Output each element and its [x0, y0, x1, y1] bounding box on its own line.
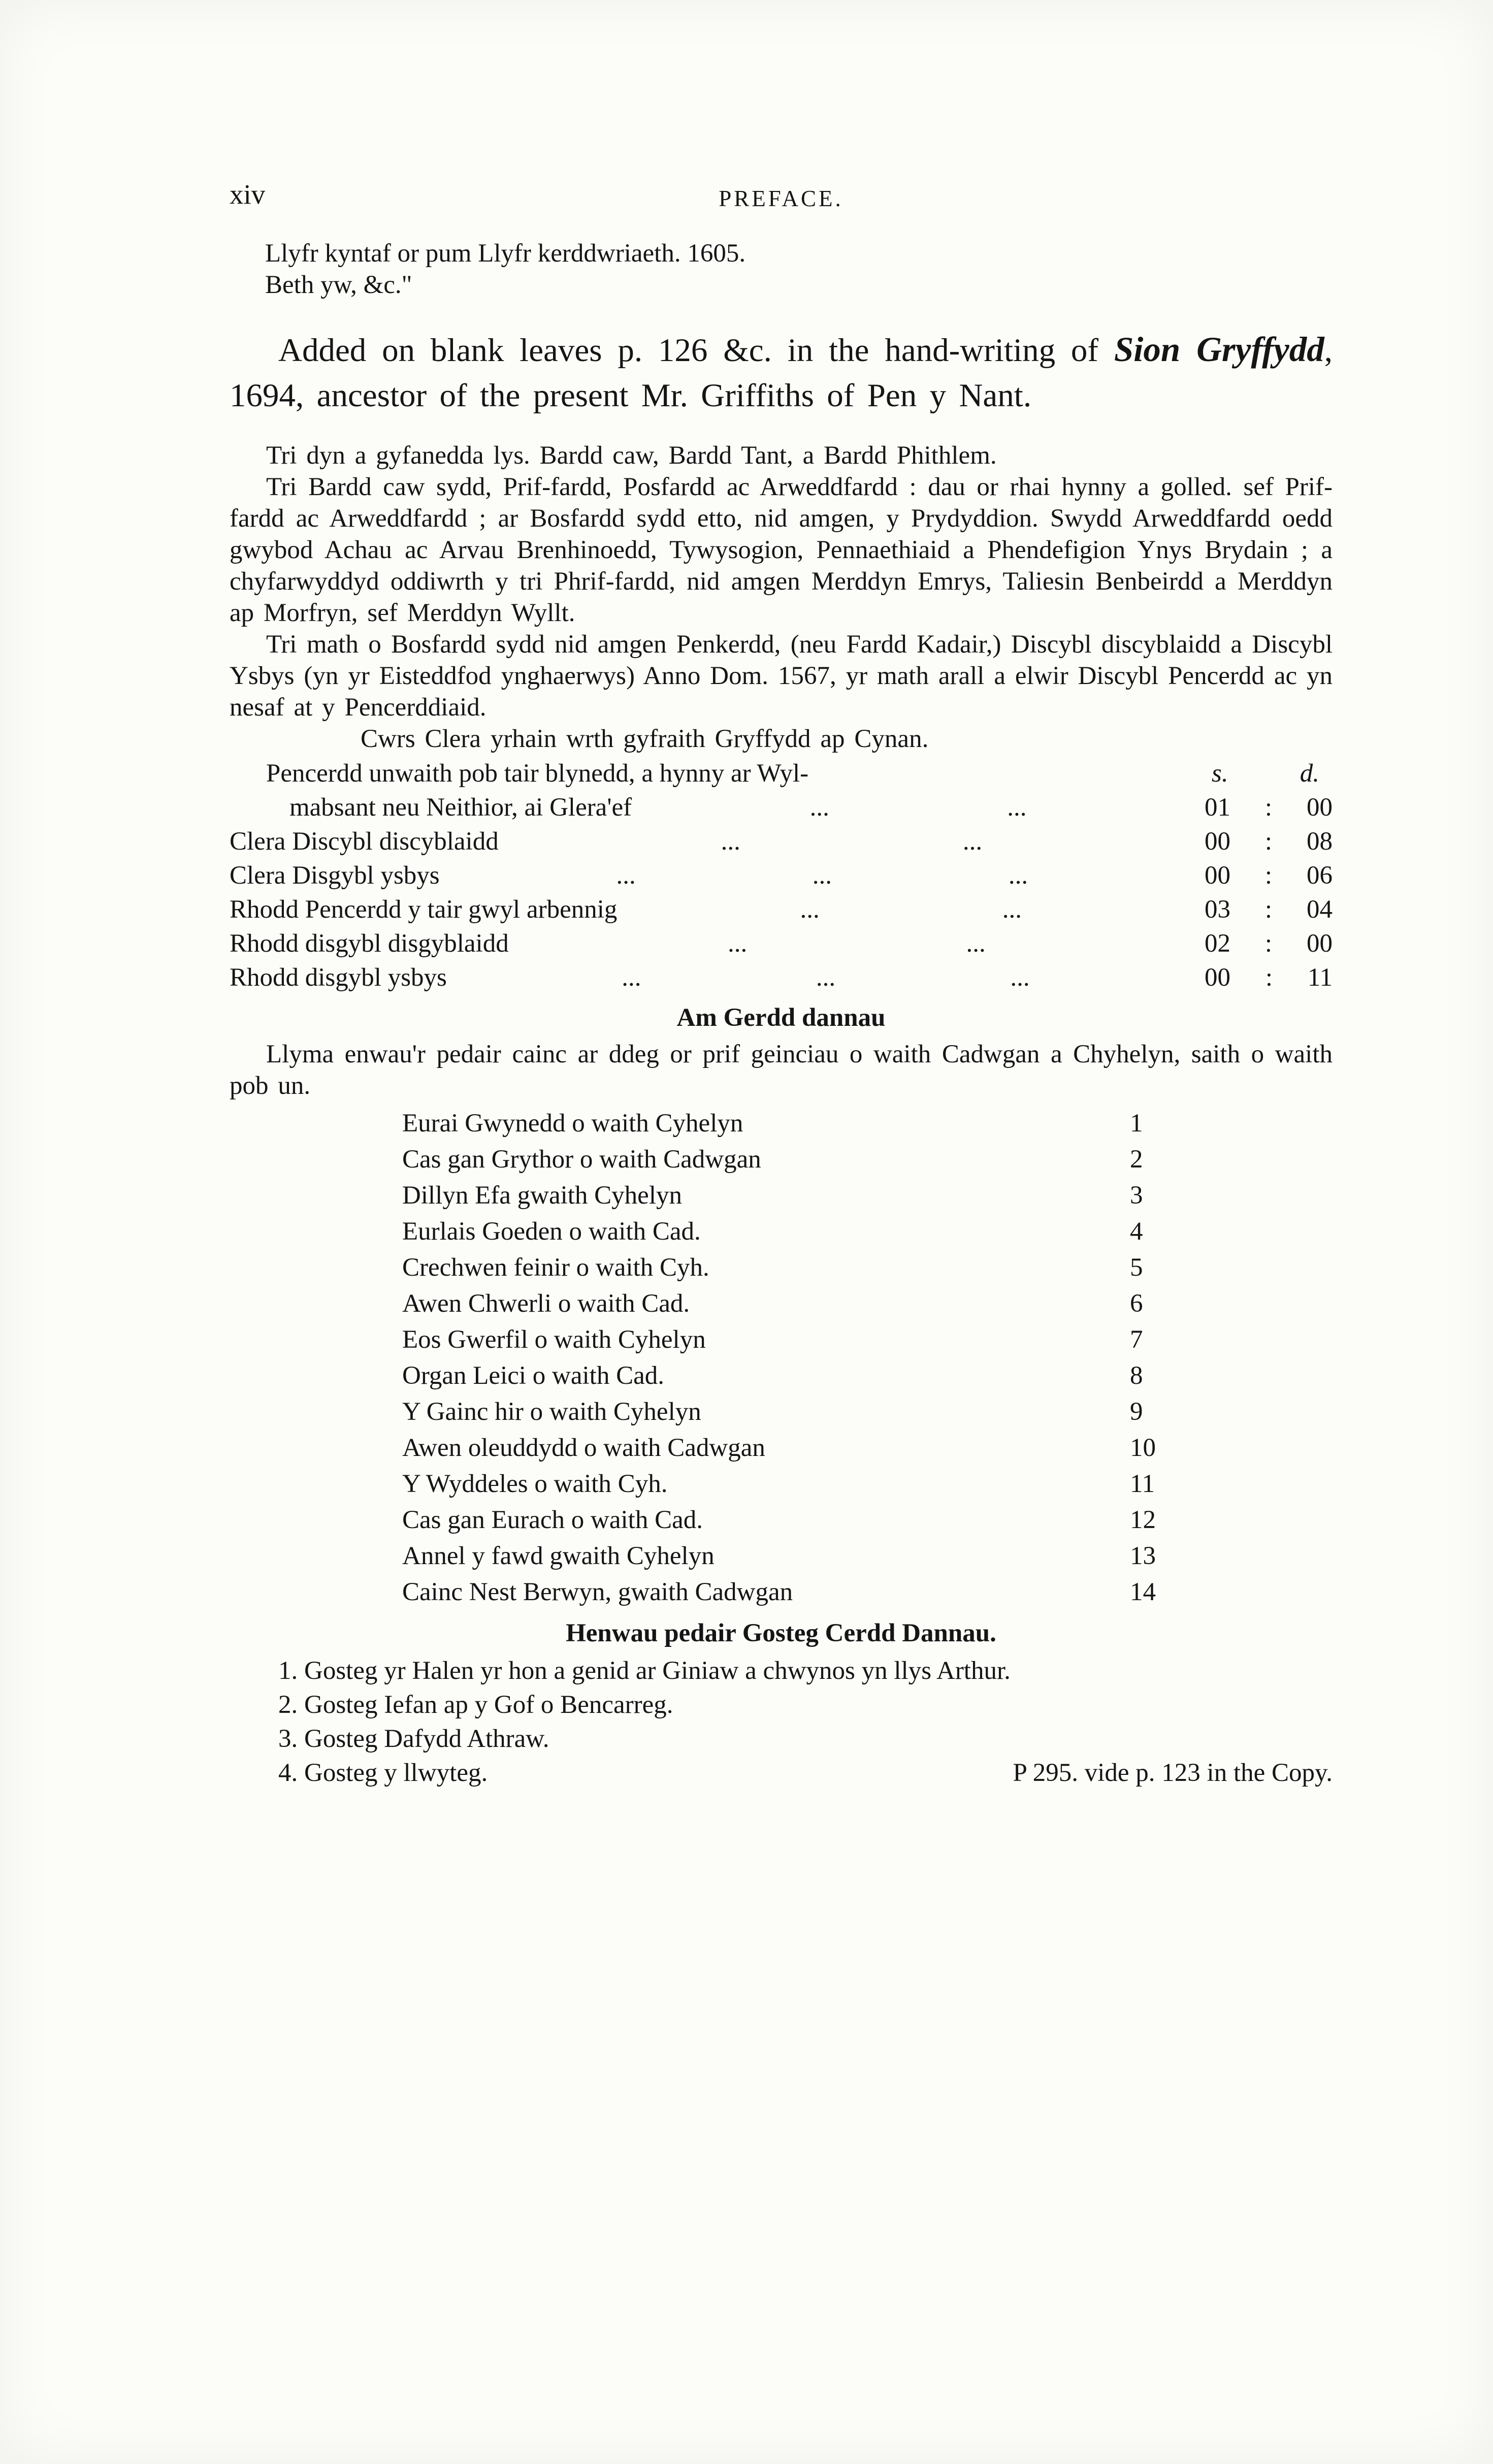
- leader-dots: ...: [962, 827, 983, 856]
- col-header-s: s.: [1212, 759, 1228, 788]
- quote-line-2: Beth yw, &c.": [265, 271, 412, 299]
- cainc-number: 13: [1130, 1542, 1156, 1570]
- cainc-name: Cas gan Grythor o waith Cadwgan: [402, 1145, 761, 1174]
- fee-colon: :: [1264, 895, 1273, 924]
- cainc-item-6: [402, 1286, 1166, 1322]
- quote-block: [265, 238, 1333, 301]
- fee-s-value: 00: [1205, 827, 1230, 856]
- cainc-name: Y Gainc hir o waith Cyhelyn: [402, 1398, 701, 1426]
- fee-header-label: Pencerdd unwaith pob tair blynedd, a hynny ar Wyl-: [266, 759, 809, 788]
- leader-dots: ...: [800, 895, 820, 924]
- fee-row-label: Rhodd disgybl disgyblaidd: [230, 929, 509, 958]
- fee-d-value: 00: [1306, 929, 1333, 958]
- fee-leader-dots: [617, 893, 1205, 927]
- fee-row-4: [230, 893, 1333, 927]
- leader-dots: ...: [812, 861, 832, 890]
- fee-s-value: 01: [1205, 793, 1230, 822]
- paragraph-tri-dyn: Tri dyn a gyfanedda lys. Bardd caw, Bardd Tant, a Bardd Phithlem.: [266, 441, 997, 470]
- cainc-number: 10: [1130, 1434, 1156, 1462]
- fee-column-headers: [1205, 757, 1333, 791]
- fee-s-value: 00: [1205, 861, 1230, 890]
- cainc-item-11: [402, 1466, 1166, 1502]
- leader-dots: ...: [1007, 793, 1027, 822]
- gosteg-item-1: [230, 1654, 1333, 1688]
- leader-dots: ...: [616, 861, 636, 890]
- quote-line-1: Llyfr kyntaf or pum Llyfr kerddwriaeth. 1605.: [265, 239, 746, 268]
- cainc-name: Cainc Nest Berwyn, gwaith Cadwgan: [402, 1578, 793, 1606]
- cainc-name: Eos Gwerfil o waith Cyhelyn: [402, 1325, 706, 1354]
- fee-row-label: mabsant neu Neithior, ai Glera'ef: [289, 793, 632, 822]
- fee-d-value: 00: [1306, 793, 1333, 822]
- cainc-item-3: [402, 1178, 1166, 1214]
- leader-dots: ...: [721, 827, 740, 856]
- cainc-number: 11: [1130, 1470, 1155, 1498]
- cainc-number: 9: [1130, 1398, 1143, 1426]
- fee-table-header-row: [230, 757, 1333, 791]
- leader-dots: ...: [622, 963, 641, 992]
- fee-s-value: 00: [1205, 963, 1230, 992]
- page-number: xiv: [230, 179, 266, 210]
- gosteg-number: 3.: [278, 1725, 298, 1753]
- fee-row-label: Rhodd Pencerdd y tair gwyl arbennig: [230, 895, 618, 924]
- fee-leader-dots: [447, 961, 1205, 995]
- cainc-item-8: [402, 1358, 1166, 1394]
- section-heading-henwau: Henwau pedair Gosteg Cerdd Dannau.: [566, 1619, 996, 1647]
- fee-amount: [1205, 825, 1333, 859]
- gerdd-intro-paragraph: Llyma enwau'r pedair cainc ar ddeg or prif geinciau o waith Cadwgan a Chyhelyn, saith o waith pob un.: [230, 1040, 1333, 1100]
- fee-row-5: [230, 927, 1333, 961]
- fee-row-2: [230, 825, 1333, 859]
- added-note-before: Added on blank leaves p. 126 &c. in the hand-writing of: [278, 332, 1114, 369]
- cainc-item-2: [402, 1142, 1166, 1178]
- fee-amount: [1205, 927, 1333, 961]
- fee-row-1: [230, 791, 1333, 825]
- cainc-name: Organ Leici o waith Cad.: [402, 1361, 665, 1390]
- leader-dots: ...: [1010, 963, 1030, 992]
- cainc-item-4: [402, 1214, 1166, 1250]
- cainc-number: 7: [1130, 1325, 1143, 1354]
- fee-row-label: Clera Discybl discyblaidd: [230, 827, 499, 856]
- cainc-name: Crechwen feinir o waith Cyh.: [402, 1253, 709, 1282]
- cainc-item-5: [402, 1250, 1166, 1286]
- leader-dots: ...: [809, 793, 829, 822]
- leader-dots: ...: [727, 929, 748, 958]
- page-title: PREFACE.: [719, 186, 843, 211]
- gosteg-item-4: [230, 1756, 1333, 1790]
- gosteg-item-2: [230, 1688, 1333, 1722]
- footer-reference-note: P 295. vide p. 123 in the Copy.: [1013, 1759, 1333, 1787]
- fee-amount: [1205, 893, 1333, 927]
- fee-leader-dots: [499, 825, 1205, 859]
- fee-leader-dots: [440, 859, 1205, 893]
- cainc-number: 4: [1130, 1217, 1143, 1246]
- running-head: [230, 179, 1333, 215]
- cainc-item-1: [402, 1106, 1166, 1142]
- cainc-name: Cas gan Eurach o waith Cad.: [402, 1506, 703, 1534]
- cainc-number: 12: [1130, 1506, 1156, 1534]
- cainc-name: Annel y fawd gwaith Cyhelyn: [402, 1542, 715, 1570]
- gosteg-text: Gosteg Iefan ap y Gof o Bencarreg.: [304, 1691, 673, 1719]
- fee-amount: [1205, 859, 1333, 893]
- gosteg-text: Gosteg Dafydd Athraw.: [304, 1725, 549, 1753]
- cainc-number: 3: [1130, 1181, 1143, 1210]
- fee-amount: [1205, 961, 1333, 995]
- gosteg-item-3: [230, 1722, 1333, 1756]
- fee-row-label: Clera Disgybl ysbys: [230, 861, 440, 890]
- cainc-number: 14: [1130, 1578, 1156, 1606]
- leader-dots: ...: [1002, 895, 1022, 924]
- fee-colon: :: [1264, 929, 1273, 958]
- cainc-number: 1: [1130, 1109, 1143, 1138]
- col-header-d: d.: [1300, 759, 1319, 788]
- fee-colon: :: [1264, 827, 1273, 856]
- cainc-number: 2: [1130, 1145, 1143, 1174]
- fee-d-value: 08: [1306, 827, 1333, 856]
- cainc-number: 8: [1130, 1361, 1143, 1390]
- paragraph-tri-math: Tri math o Bosfardd sydd nid amgen Penkerdd, (neu Fardd Kadair,) Discybl discyblaidd a Discybl Ysbys (yn yr Eisteddfod ynghaerwys) Anno Dom. 1567, yr math arall a elwir Discybl Pencerdd ac yn nesaf at y Pencerddiaid.: [230, 630, 1333, 722]
- gosteg-text: Gosteg y llwyteg.: [304, 1759, 488, 1787]
- cainc-name: Eurlais Goeden o waith Cad.: [402, 1217, 701, 1246]
- cainc-item-9: [402, 1394, 1166, 1430]
- leader-dots: ...: [1008, 861, 1028, 890]
- leader-dots: ...: [816, 963, 836, 992]
- gosteg-text: Gosteg yr Halen yr hon a genid ar Giniaw a chwynos yn llys Arthur.: [304, 1657, 1011, 1685]
- fee-row-6: [230, 961, 1333, 995]
- fee-d-value: 11: [1307, 963, 1333, 992]
- page-content: [230, 179, 1333, 1790]
- cainc-item-10: [402, 1430, 1166, 1466]
- cainc-item-7: [402, 1322, 1166, 1358]
- paragraph-tri-bardd: Tri Bardd caw sydd, Prif-fardd, Posfardd ac Arweddfardd : dau or rhai hynny a golled. sef Prif-fardd ac Arweddfardd ; ar Bosfardd sydd etto, nid amgen, y Prydyddion. Swydd Arweddfardd oedd gwybod Achau ac Arvau Brenhinoedd, Tywysogion, Pennaethiaid a Phendefigion Ynys Brydain ; a chyfarwyddyd oddiwrth y tri Phrif-fardd, nid amgen Merddyn Emrys, Taliesin Benbeirdd a Merddyn ap Morfryn, sef Merddyn Wyllt.: [230, 473, 1333, 627]
- cainc-item-12: [402, 1502, 1166, 1538]
- cainc-number: 5: [1130, 1253, 1143, 1282]
- fee-d-value: 04: [1306, 895, 1333, 924]
- cainc-name: Eurai Gwynedd o waith Cyhelyn: [402, 1109, 743, 1138]
- added-note-after: , 1694, ancestor of the present Mr. Griffiths of Pen y Nant.: [230, 332, 1333, 414]
- cainc-name: Y Wyddeles o waith Cyh.: [402, 1470, 668, 1498]
- fee-colon: :: [1265, 963, 1273, 992]
- fee-colon: :: [1264, 793, 1273, 822]
- gosteg-number: 1.: [278, 1657, 298, 1685]
- cainc-name: Dillyn Efa gwaith Cyhelyn: [402, 1181, 682, 1210]
- cainc-item-14: [402, 1574, 1166, 1610]
- cainc-number: 6: [1130, 1289, 1143, 1318]
- fee-s-value: 02: [1205, 929, 1230, 958]
- fee-row-label: Rhodd disgybl ysbys: [230, 963, 447, 992]
- leader-dots: ...: [966, 929, 986, 958]
- cainc-list: [402, 1106, 1166, 1610]
- gosteg-number: 2.: [278, 1691, 298, 1719]
- fee-row-3: [230, 859, 1333, 893]
- added-note-paragraph: [230, 327, 1333, 418]
- cainc-item-13: [402, 1538, 1166, 1574]
- cainc-name: Awen Chwerli o waith Cad.: [402, 1289, 690, 1318]
- fee-amount: [1205, 791, 1333, 825]
- fee-leader-dots: [632, 791, 1205, 825]
- cainc-name: Awen oleuddydd o waith Cadwgan: [402, 1434, 765, 1462]
- fee-table: [230, 757, 1333, 995]
- paragraph-cwrs-clera: Cwrs Clera yrhain wrth gyfraith Gryffydd ap Cynan.: [361, 725, 929, 753]
- fee-d-value: 06: [1306, 861, 1333, 890]
- fee-leader-dots: [509, 927, 1205, 961]
- added-note-italic-name: Sion Gryffydd: [1114, 330, 1324, 369]
- fee-colon: :: [1264, 861, 1273, 890]
- section-heading-am-gerdd: Am Gerdd dannau: [676, 1003, 886, 1032]
- gosteg-number: 4.: [278, 1759, 298, 1787]
- fee-s-value: 03: [1205, 895, 1230, 924]
